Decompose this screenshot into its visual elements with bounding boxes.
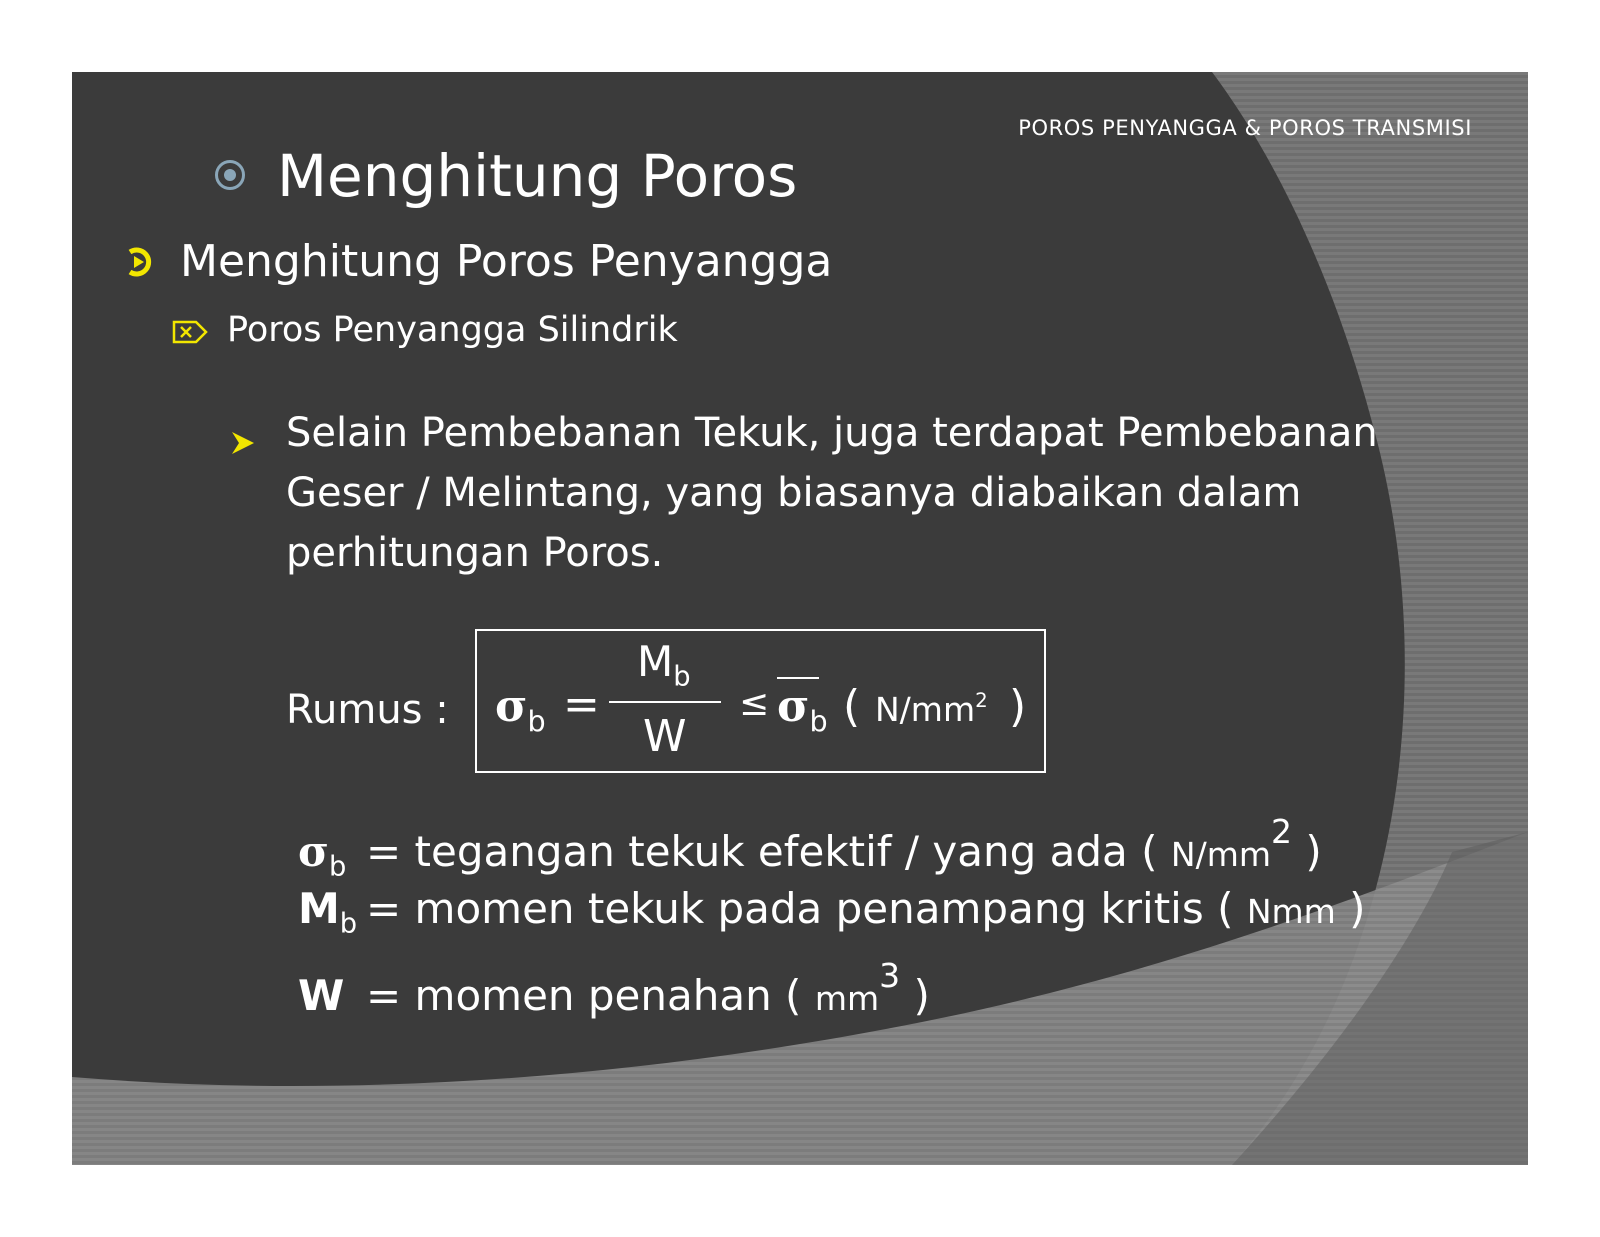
def-unit: mm (814, 979, 880, 1019)
slide (72, 72, 1528, 1165)
fraction-bar (609, 701, 721, 703)
unit-close-paren: ) (1009, 681, 1027, 732)
formula-box (475, 629, 1046, 773)
slide-header: POROS PENYANGGA & POROS TRANSMISI (1018, 116, 1472, 140)
leq-sign: ≤ (739, 683, 770, 724)
fraction-denominator: W (643, 711, 687, 762)
formula-label: Rumus : (286, 687, 449, 733)
def-subscript: b (339, 908, 358, 940)
definition-sigma (298, 812, 1322, 883)
numerator-subscript: b (673, 661, 691, 693)
sigma-symbol: σ (495, 681, 528, 732)
def-text: = tegangan tekuk efektif / yang ada ( (366, 827, 1158, 877)
circled-arrow-bullet-icon (126, 246, 158, 278)
numerator-symbol: M (637, 637, 674, 686)
fraction-numerator (637, 637, 691, 693)
def-close: ) (1349, 884, 1366, 933)
lhs-subscript: b (527, 704, 546, 738)
equals-sign: = (563, 679, 600, 730)
section-heading: Menghitung Poros Penyangga (180, 236, 833, 287)
target-bullet-icon (215, 160, 245, 190)
def-unit-sup: 2 (1271, 812, 1292, 851)
def-symbol: σ (298, 827, 329, 877)
formula-unit (875, 689, 988, 729)
boxed-x-bullet-icon (172, 320, 208, 344)
slide-title: Menghitung Poros (277, 142, 798, 210)
def-symbol: W (298, 971, 345, 1021)
def-close: ) (913, 971, 930, 1021)
def-close: ) (1305, 827, 1322, 877)
subsection-heading: Poros Penyangga Silindrik (227, 310, 678, 350)
overline (777, 677, 819, 679)
def-unit: Nmm (1246, 892, 1336, 931)
definition-w (298, 956, 930, 1020)
def-text: = momen penahan ( (366, 971, 802, 1021)
paragraph-line-1: Selain Pembebanan Tekuk, juga terdapat Pembebanan (286, 410, 1378, 456)
unit-superscript: 2 (975, 689, 988, 712)
sigma-bar-symbol: σ (777, 681, 810, 732)
unit-text: N/mm (875, 689, 976, 729)
paragraph-line-2: Geser / Melintang, yang biasanya diabaikan dalam (286, 470, 1302, 516)
def-unit-sup: 3 (879, 956, 901, 995)
definition-mb (298, 884, 1366, 940)
def-text: = momen tekuk pada penampang kritis ( (366, 884, 1234, 933)
def-unit: N/mm (1170, 835, 1271, 875)
rhs-subscript: b (809, 704, 828, 738)
def-subscript: b (328, 851, 347, 883)
arrowhead-bullet-icon (230, 429, 256, 457)
def-symbol: M (298, 884, 340, 933)
paragraph-line-3: perhitungan Poros. (286, 530, 664, 576)
formula-lhs (495, 681, 546, 738)
unit-open-paren: ( (843, 681, 861, 732)
formula-rhs (777, 681, 828, 738)
